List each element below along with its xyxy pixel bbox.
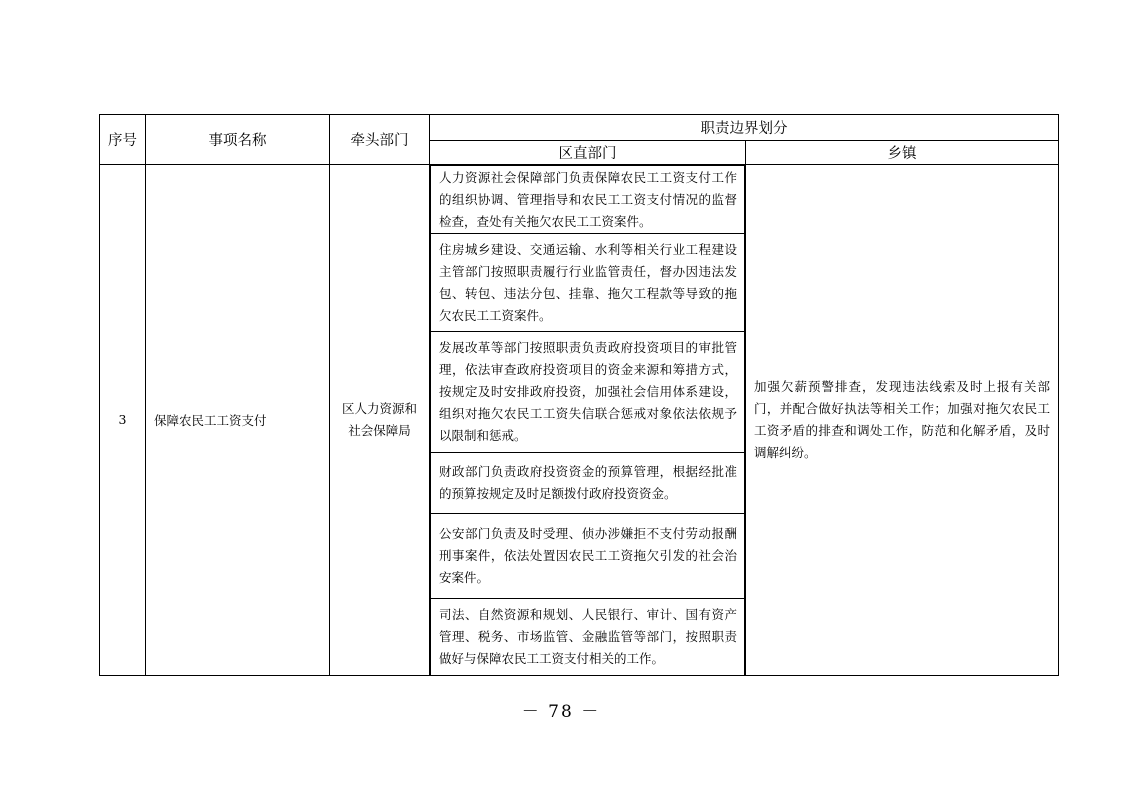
header-lead-dept: 牵头部门 [330, 115, 430, 165]
district-duty-item: 人力资源社会保障部门负责保障农民工工资支付工作的组织协调、管理指导和农民工工资支付情况的监督检查，查处有关拖欠农民工工资案件。 [439, 169, 737, 229]
header-duty-division: 职责边界划分 [430, 115, 1059, 141]
district-duty-item: 住房城乡建设、交通运输、水利等相关行业工程建设主管部门按照职责履行行业监管责任，督办因违法发包、转包、违法分包、挂靠、拖欠工程款等导致的拖欠农民工工资案件。 [439, 241, 737, 323]
header-item-name: 事项名称 [146, 115, 330, 165]
page-number: － 78 － [521, 702, 601, 722]
cell-township-duty: 加强欠薪预警排查，发现违法线索及时上报有关部门，并配合做好执法等相关工作；加强对拖欠农民工工资矛盾的排查和调处工作，防范和化解矛盾，及时调解纠纷。 [746, 165, 1059, 676]
cell-item-name: 保障农民工工资支付 [146, 165, 330, 676]
header-township: 乡镇 [746, 141, 1059, 165]
district-duties-list [430, 165, 745, 675]
header-district-dept: 区直部门 [430, 141, 746, 165]
header-seq: 序号 [100, 115, 146, 165]
lead-dept-line1: 区人力资源和 [341, 401, 417, 416]
district-duty-item: 财政部门负责政府投资资金的预算管理，根据经批准的预算按规定及时足额拨付政府投资资金。 [439, 464, 737, 501]
cell-lead-dept [330, 165, 430, 676]
district-duty-item: 司法、自然资源和规划、人民银行、审计、国有资产管理、税务、市场监管、金融监管等部门，按照职责做好与保障农民工工资支付相关的工作。 [439, 607, 737, 666]
cell-seq: 3 [100, 165, 146, 676]
lead-dept-line2: 社会保障局 [348, 423, 411, 438]
responsibility-table [99, 114, 1059, 676]
district-duty-item: 公安部门负责及时受理、侦办涉嫌拒不支付劳动报酬刑事案件，依法处置因农民工工资拖欠引发的社会治安案件。 [439, 526, 737, 585]
cell-district-duties [430, 165, 746, 676]
district-duty-item: 发展改革等部门按照职责负责政府投资项目的审批管理，依法审查政府投资项目的资金来源和筹措方式，按规定及时安排政府投资，加强社会信用体系建设，组织对拖欠农民工工资失信联合惩戒对象依法依规予以限制和惩戒。 [439, 340, 737, 443]
